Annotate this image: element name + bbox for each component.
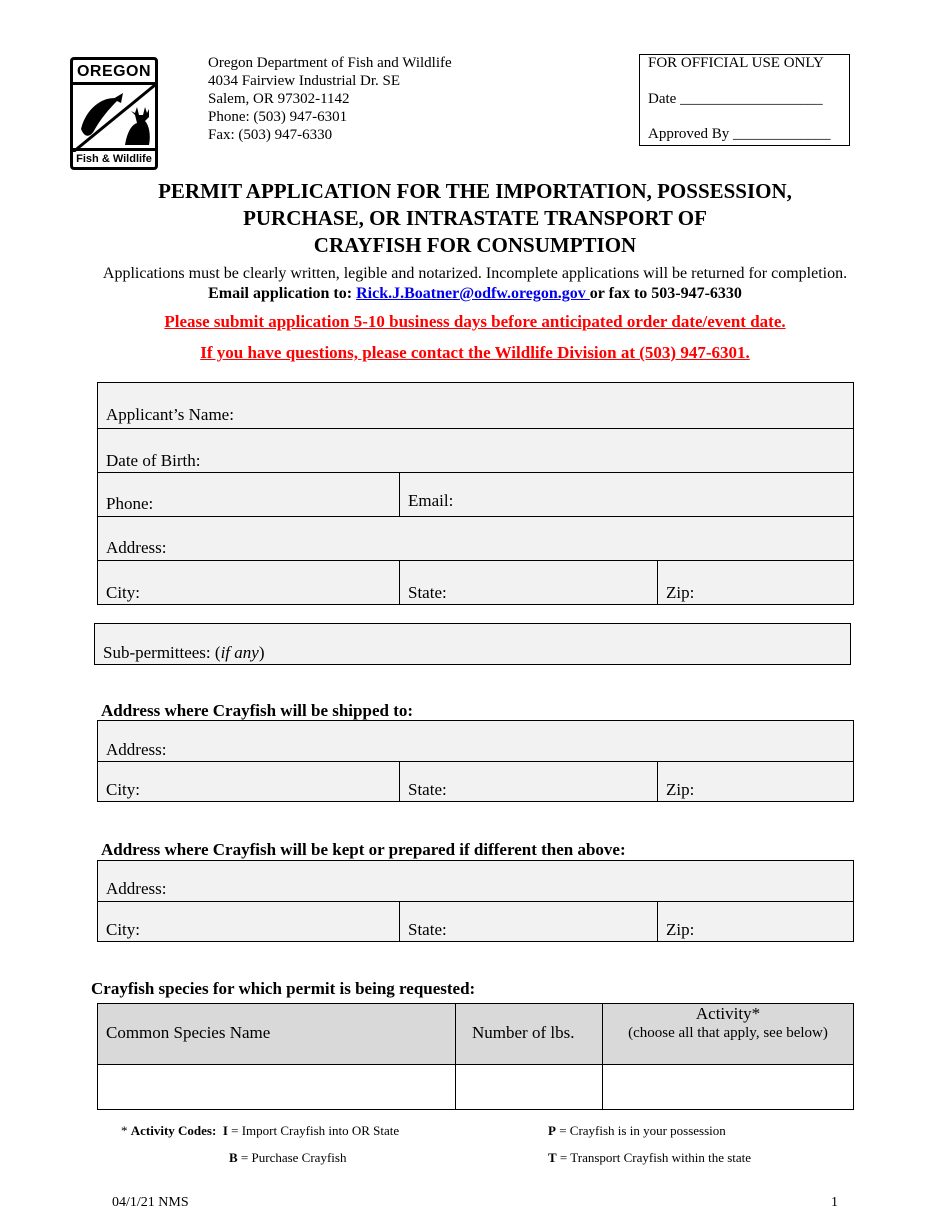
shipped-address-form [97,720,854,802]
agency-phone: Phone: (503) 947-6301 [208,109,348,125]
kept-city-field[interactable]: City: [106,920,141,939]
col-activity: Activity* [695,1004,761,1023]
agency-name: Oregon Department of Fish and Wildlife [208,55,452,71]
agency-street: 4034 Fairview Industrial Dr. SE [208,73,401,89]
page-title [0,178,950,259]
state-field[interactable]: State: [408,583,447,602]
activity-code-t: T = Transport Crayfish within the state [548,1150,752,1165]
email-suffix: or fax to 503-947-6330 [589,285,742,302]
col-species-name: Common Species Name [106,1023,271,1042]
applicant-form [97,382,854,605]
kept-address-field[interactable]: Address: [106,879,167,898]
contact-notice: If you have questions, please contact the Wildlife Division at (503) 947-6301. [200,343,750,362]
zip-field[interactable]: Zip: [666,583,695,602]
address-field[interactable]: Address: [106,538,167,557]
shipped-heading: Address where Crayfish will be shipped to: [101,701,414,720]
instructions-text: Applications must be clearly written, legible and notarized. Incomplete applications will be returned for completion. [102,265,848,282]
email-field[interactable]: Email: [408,491,454,510]
agency-fax: Fax: (503) 947-6330 [208,127,333,143]
activity-code-b: B = Purchase Crayfish [229,1150,347,1165]
logo-oregon-text: OREGON [73,60,155,85]
shipped-city-field[interactable]: City: [106,780,141,799]
agency-address [208,54,452,144]
official-approved-field: Approved By _____________ [648,126,831,142]
species-heading: Crayfish species for which permit is being requested: [91,979,476,998]
phone-field[interactable]: Phone: [106,494,154,513]
kept-state-field[interactable]: State: [408,920,447,939]
title-line-1: PERMIT APPLICATION FOR THE IMPORTATION, POSSESSION, [158,179,792,203]
odfw-logo [70,57,158,170]
shipped-zip-field[interactable]: Zip: [666,780,695,799]
applicant-name-field[interactable]: Applicant’s Name: [106,405,234,424]
submit-notice: Please submit application 5-10 business days before anticipated order date/event date. [164,312,786,331]
email-link[interactable]: Rick.J.Boatner@odfw.oregon.gov [356,285,590,302]
activity-input[interactable] [603,1065,853,1109]
shipped-address-field[interactable]: Address: [106,740,167,759]
activity-code-i: * Activity Codes: I = Import Crayfish into OR State [121,1123,400,1138]
activity-code-p: P = Crayfish is in your possession [548,1123,726,1138]
city-field[interactable]: City: [106,583,141,602]
species-table [97,1003,854,1110]
page-number: 1 [831,1195,838,1210]
date-of-birth-field[interactable]: Date of Birth: [106,451,201,470]
fish-deer-icon [73,85,155,152]
col-activity-sub: (choose all that apply, see below) [628,1025,828,1041]
kept-address-form [97,860,854,942]
email-prefix: Email application to: [208,285,357,302]
subpermittees-field[interactable] [94,623,851,665]
official-use-box [639,54,850,146]
agency-city: Salem, OR 97302-1142 [208,91,350,107]
species-name-input[interactable] [98,1065,455,1109]
revision-date: 04/1/21 NMS [112,1195,189,1210]
col-number-lbs: Number of lbs. [472,1023,575,1042]
number-lbs-input[interactable] [456,1065,602,1109]
kept-zip-field[interactable]: Zip: [666,920,695,939]
official-date-field: Date ___________________ [648,91,823,107]
title-line-2: PURCHASE, OR INTRASTATE TRANSPORT OF [243,206,707,230]
logo-fish-wildlife-text: Fish & Wildlife [73,148,155,167]
title-line-3: CRAYFISH FOR CONSUMPTION [313,233,637,257]
email-instructions [0,285,950,303]
shipped-state-field[interactable]: State: [408,780,447,799]
subpermittees-label: Sub-permittees: (if any) [103,643,265,662]
official-use-heading: FOR OFFICIAL USE ONLY [648,55,824,71]
kept-heading: Address where Crayfish will be kept or prepared if different then above: [101,840,626,859]
